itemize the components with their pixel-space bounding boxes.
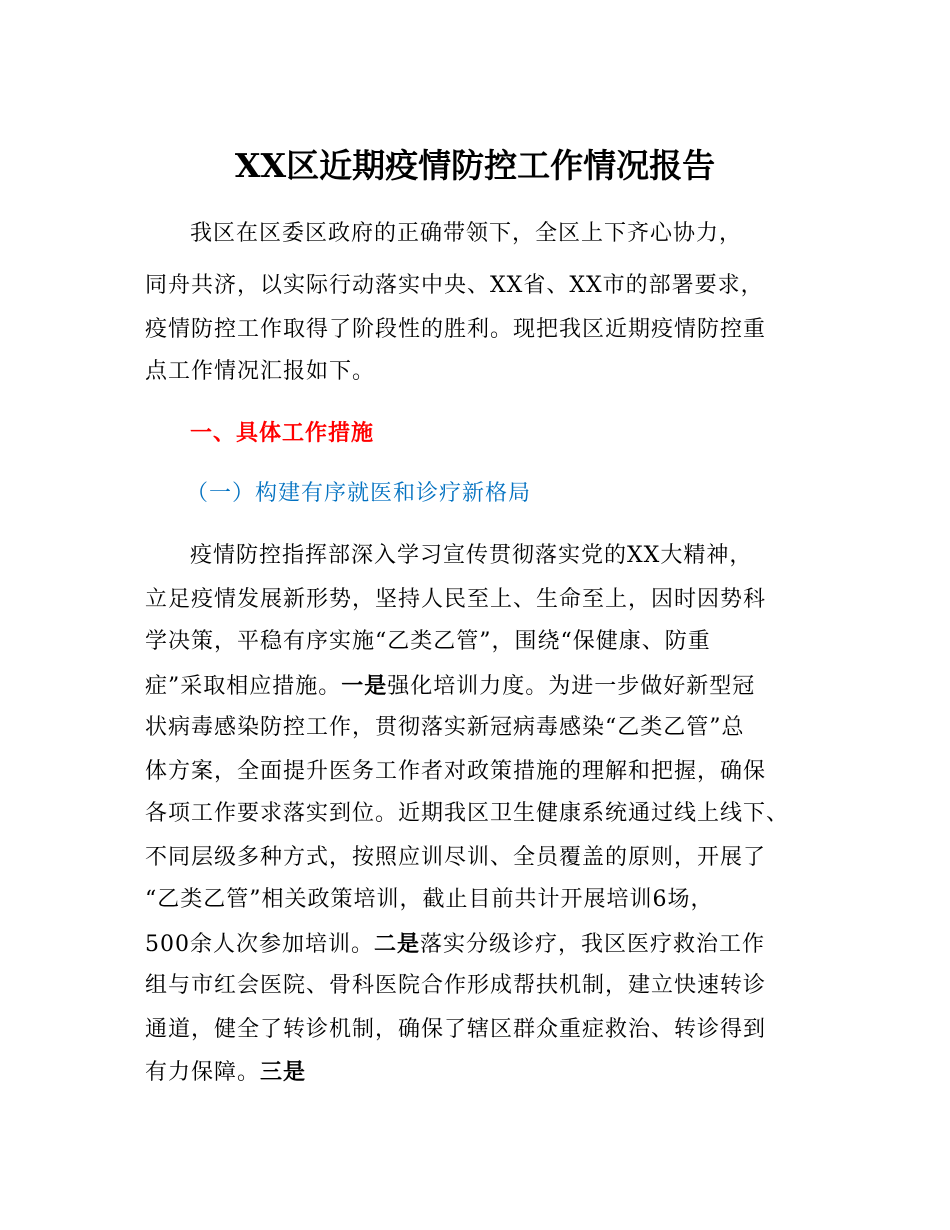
intro-line-2: 同舟共济，以实际行动落实中央、XX省、XX市的部署要求，	[145, 273, 764, 298]
body-line-3: 学决策，平稳有序实施“乙类乙管”，围绕“保健康、防重	[145, 629, 711, 654]
body-line-1: 疫情防控指挥部深入学习宣传贯彻落实党的XX大精神，	[190, 543, 753, 568]
body-text: 落实分级诊疗，我区医疗救治工作	[420, 932, 766, 957]
body-line-6: 体方案，全面提升医务工作者对政策措施的理解和把握，确保	[145, 759, 767, 784]
body-line-12: 通道，健全了转诊机制，确保了辖区群众重症救治、转诊得到	[145, 1017, 767, 1042]
document-title: XX区近期疫情防控工作情况报告	[234, 146, 716, 185]
bold-marker-third: 三是	[260, 1059, 307, 1085]
body-line-10	[145, 924, 765, 964]
body-text: 强化培训力度。为进一步做好新型冠	[387, 674, 756, 699]
intro-line-1: 我区在区委区政府的正确带领下，全区上下齐心协力，	[190, 221, 743, 246]
body-line-8: 不同层级多种方式，按照应训尽训、全员覆盖的原则，开展了	[145, 845, 767, 870]
body-line-11: 组与市红会医院、骨科医院合作形成帮扶机制，建立快速转诊	[145, 973, 767, 998]
intro-line-3: 疫情防控工作取得了阶段性的胜利。现把我区近期疫情防控重	[145, 317, 767, 342]
subsection-heading-1: （一）构建有序就医和诊疗新格局	[186, 481, 532, 506]
body-line-2: 立足疫情发展新形势，坚持人民至上、生命至上，因时因势科	[145, 587, 767, 612]
bold-marker-second: 二是	[374, 931, 421, 957]
section-heading-1: 一、具体工作措施	[190, 421, 375, 446]
body-line-5: 状病毒感染防控工作，贯彻落实新冠病毒感染“乙类乙管”总	[145, 715, 745, 740]
body-text: 500余人次参加培训。	[145, 932, 374, 957]
body-line-9: “乙类乙管”相关政策培训，截止目前共计开展培训6场，	[145, 887, 714, 912]
bold-marker-first: 一是	[341, 673, 388, 699]
body-line-13	[145, 1052, 306, 1092]
intro-line-4: 点工作情况汇报如下。	[145, 359, 376, 384]
body-line-7: 各项工作要求落实到位。近期我区卫生健康系统通过线上线下、	[145, 801, 790, 826]
body-text: 症”采取相应措施。	[145, 674, 342, 699]
body-text: 有力保障。	[145, 1060, 261, 1085]
body-line-4	[145, 666, 755, 706]
